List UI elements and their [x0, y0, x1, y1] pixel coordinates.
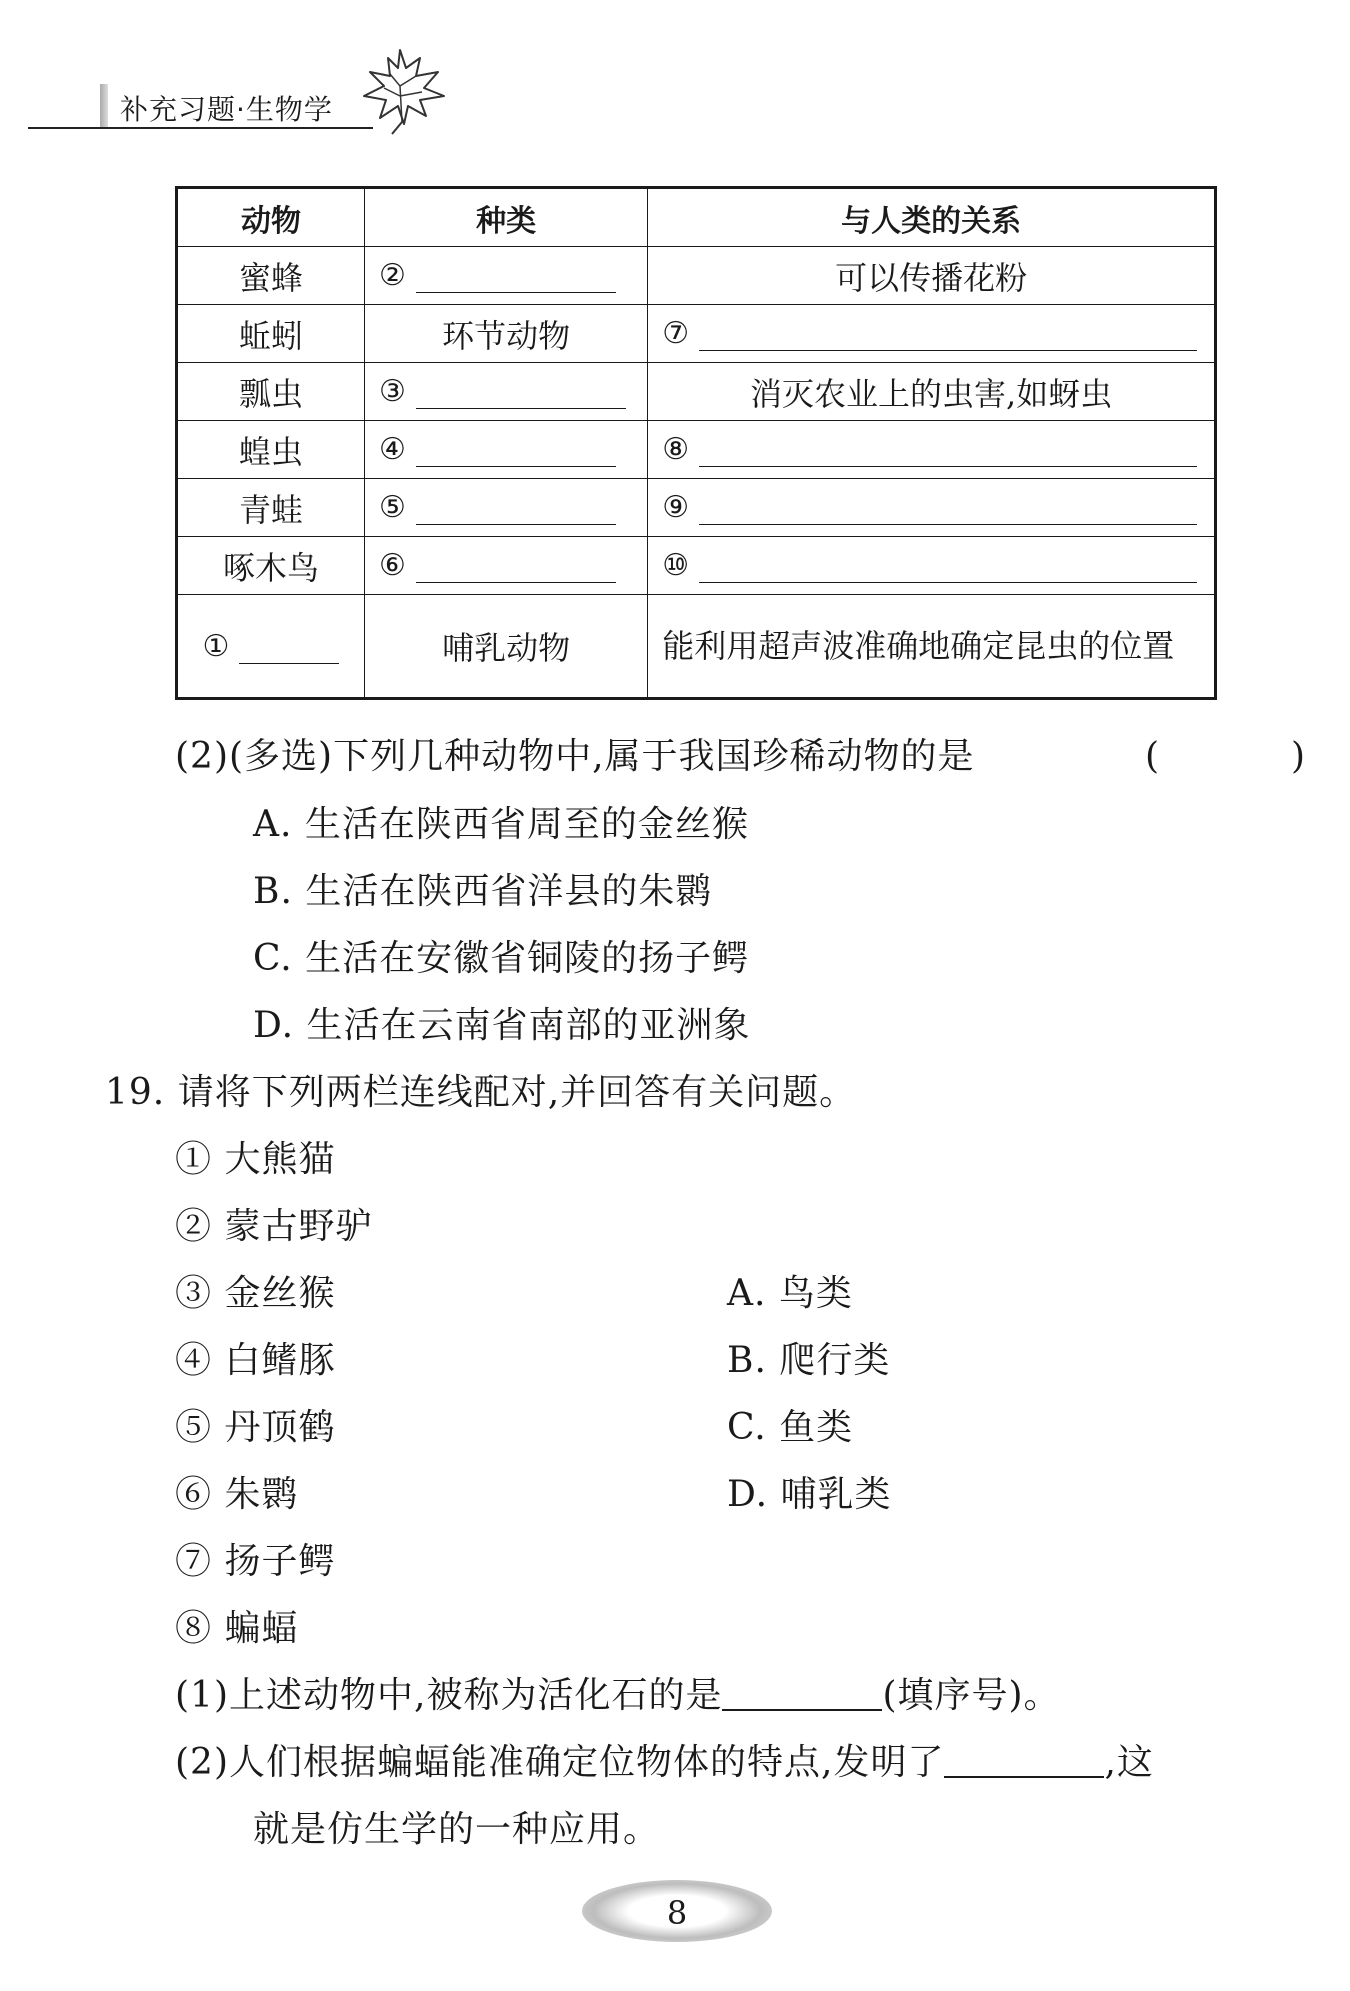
table-row: [177, 247, 1216, 305]
answer-blank[interactable]: [699, 490, 1197, 525]
header-animal: 动物: [177, 188, 365, 247]
relation-cell: 可以传播花粉: [648, 247, 1216, 305]
question-19-1: [175, 1667, 1061, 1718]
answer-blank[interactable]: [416, 432, 616, 467]
answer-blank[interactable]: [416, 490, 616, 525]
relation-cell: 消灭农业上的虫害,如蚜虫: [648, 363, 1216, 421]
table-header-row: [177, 188, 1216, 247]
right-item: A. 鸟类: [727, 1273, 853, 1314]
left-item: ⑧ 蝙蝠: [175, 1608, 299, 1649]
animal-cell: 青蛙: [177, 479, 365, 537]
option-a: A. 生活在陕西省周至的金丝猴: [253, 804, 749, 845]
blank-marker: ①: [202, 628, 230, 664]
blank-marker: ⑤: [378, 490, 406, 526]
blank-marker: ⑥: [378, 548, 406, 584]
relation-cell: [648, 421, 1216, 479]
question-19-2-text: (2)人们根据蝙蝠能准确定位物体的特点,发明了: [175, 1742, 945, 1783]
answer-blank[interactable]: [416, 548, 616, 583]
animal-table: [175, 186, 1217, 700]
relation-cell: [648, 537, 1216, 595]
blank-marker: ⑦: [662, 316, 690, 352]
header-title: 补充习题·生物学: [120, 93, 333, 126]
type-cell: 环节动物: [364, 305, 647, 363]
animal-cell: 瓢虫: [177, 363, 365, 421]
question-19-stem: 19. 请将下列两栏连线配对,并回答有关问题。: [105, 1072, 857, 1113]
relation-cell: 能利用超声波准确地确定昆虫的位置: [648, 595, 1216, 699]
answer-blank[interactable]: [699, 548, 1197, 583]
left-item: ⑤ 丹顶鹤: [175, 1407, 336, 1448]
animal-cell: 啄木鸟: [177, 537, 365, 595]
header-relation: 与人类的关系: [648, 188, 1216, 247]
right-item: B. 爬行类: [727, 1340, 891, 1381]
question-19-2-continuation: 就是仿生学的一种应用。: [253, 1809, 661, 1850]
type-cell: [364, 421, 647, 479]
table-row: [177, 305, 1216, 363]
option-c: C. 生活在安徽省铜陵的扬子鳄: [253, 938, 750, 979]
answer-blank[interactable]: [944, 1746, 1104, 1778]
type-cell: [364, 247, 647, 305]
type-cell: [364, 363, 647, 421]
relation-cell: [648, 305, 1216, 363]
blank-marker: ②: [378, 258, 406, 294]
left-item: ① 大熊猫: [175, 1139, 336, 1180]
question-19-1-suffix: (填序号)。: [882, 1675, 1061, 1716]
answer-blank[interactable]: [699, 432, 1197, 467]
animal-cell: 蝗虫: [177, 421, 365, 479]
option-b: B. 生活在陕西省洋县的朱鹮: [253, 871, 713, 912]
table-row: [177, 363, 1216, 421]
blank-marker: ③: [378, 374, 406, 410]
answer-parentheses[interactable]: ( ): [1145, 736, 1326, 777]
question-19-1-text: (1)上述动物中,被称为活化石的是: [175, 1675, 723, 1716]
table-row: [177, 421, 1216, 479]
type-cell: 哺乳动物: [364, 595, 647, 699]
header-type: 种类: [364, 188, 647, 247]
table-row: [177, 537, 1216, 595]
blank-marker: ⑨: [662, 490, 690, 526]
header-bar: [100, 84, 108, 129]
animal-cell: [177, 595, 365, 699]
right-item: D. 哺乳类: [727, 1474, 892, 1515]
left-item: ⑦ 扬子鳄: [175, 1541, 336, 1582]
header-rule: [28, 127, 373, 129]
animal-cell: 蚯蚓: [177, 305, 365, 363]
animal-cell: 蜜蜂: [177, 247, 365, 305]
left-item: ② 蒙古野驴: [175, 1206, 373, 1247]
left-item: ⑥ 朱鹮: [175, 1474, 299, 1515]
type-cell: [364, 479, 647, 537]
left-item: ④ 白鳍豚: [175, 1340, 336, 1381]
answer-blank[interactable]: [239, 629, 339, 664]
relation-cell: [648, 479, 1216, 537]
page-number: 8: [666, 1894, 688, 1932]
question-19-2-suffix: ,这: [1104, 1742, 1154, 1783]
blank-marker: ④: [378, 432, 406, 468]
left-item: ③ 金丝猴: [175, 1273, 336, 1314]
maple-leaf-icon: [360, 46, 446, 136]
question-19-2: [175, 1734, 1154, 1785]
answer-blank[interactable]: [416, 258, 616, 293]
right-item: C. 鱼类: [727, 1407, 854, 1448]
question-18-2-stem: (2)(多选)下列几种动物中,属于我国珍稀动物的是: [175, 736, 975, 777]
table-row: [177, 595, 1216, 699]
answer-blank[interactable]: [722, 1679, 882, 1711]
blank-marker: ⑧: [662, 432, 690, 468]
blank-marker: ⑩: [662, 548, 690, 584]
page-number-badge: [582, 1880, 772, 1942]
type-cell: [364, 537, 647, 595]
answer-blank[interactable]: [699, 316, 1197, 351]
table-row: [177, 479, 1216, 537]
answer-blank[interactable]: [416, 374, 626, 409]
option-d: D. 生活在云南省南部的亚洲象: [253, 1005, 751, 1046]
